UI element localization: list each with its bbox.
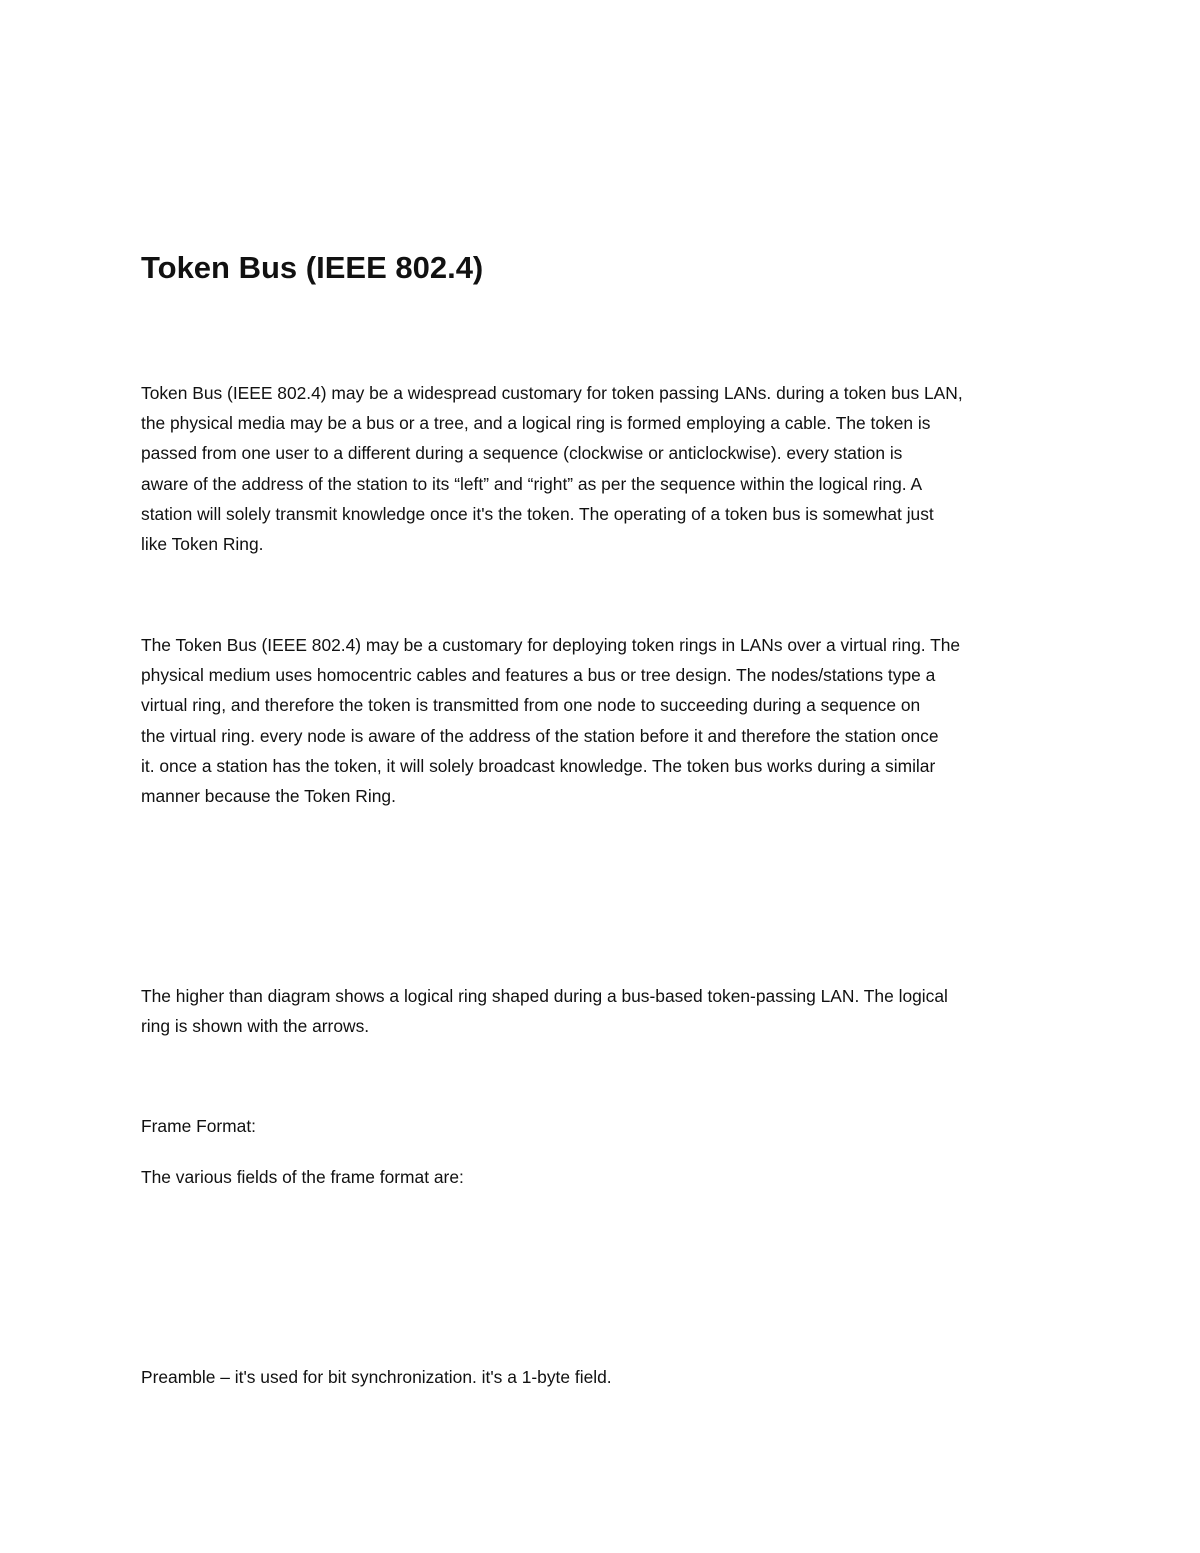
paragraph-line: ring is shown with the arrows.: [141, 1016, 370, 1037]
paragraph-line: The higher than diagram shows a logical ring shaped during a bus-based token-passing LAN. The logical: [141, 986, 948, 1006]
paragraph-line: the virtual ring. every node is aware of the address of the station before it and therefore the station once: [141, 725, 939, 746]
paragraph-line: station will solely transmit knowledge once it's the token. The operating of a token bus is somewhat just: [141, 503, 934, 524]
paragraph-frame-fields-intro: [141, 1162, 464, 1192]
paragraph-line: manner because the Token Ring.: [141, 786, 396, 807]
paragraph-token-bus-virtual-ring: [141, 630, 960, 811]
paragraph-line: passed from one user to a different during a sequence (clockwise or anticlockwise). every station is: [141, 443, 903, 464]
paragraph-line: virtual ring, and therefore the token is transmitted from one node to succeeding during a sequence on: [141, 695, 921, 716]
paragraph-line: Token Bus (IEEE 802.4) may be a widespread customary for token passing LANs. during a token bus LAN,: [141, 383, 963, 403]
paragraph-line: The Token Bus (IEEE 802.4) may be a customary for deploying token rings in LANs over a virtual ring. The: [141, 635, 961, 655]
paragraph-line: it. once a station has the token, it will solely broadcast knowledge. The token bus works during a similar: [141, 755, 936, 776]
paragraph-line: like Token Ring.: [141, 534, 264, 555]
paragraph-frame-format-heading: [141, 1111, 256, 1141]
document-title: Token Bus (IEEE 802.4): [141, 250, 484, 285]
paragraph-line: The various fields of the frame format are:: [141, 1167, 464, 1187]
paragraph-line: the physical media may be a bus or a tree, and a logical ring is formed employing a cable. The token is: [141, 413, 931, 434]
paragraph-line: Preamble – it's used for bit synchronization. it's a 1-byte field.: [141, 1367, 612, 1387]
paragraph-diagram-description: [141, 981, 948, 1041]
paragraph-preamble: [141, 1362, 612, 1392]
paragraph-line: physical medium uses homocentric cables and features a bus or tree design. The nodes/stations type a: [141, 665, 936, 686]
paragraph-line: aware of the address of the station to its “left” and “right” as per the sequence within the logical ring. A: [141, 473, 923, 494]
paragraph-line: Frame Format:: [141, 1116, 256, 1136]
paragraph-token-bus-intro: [141, 378, 963, 559]
